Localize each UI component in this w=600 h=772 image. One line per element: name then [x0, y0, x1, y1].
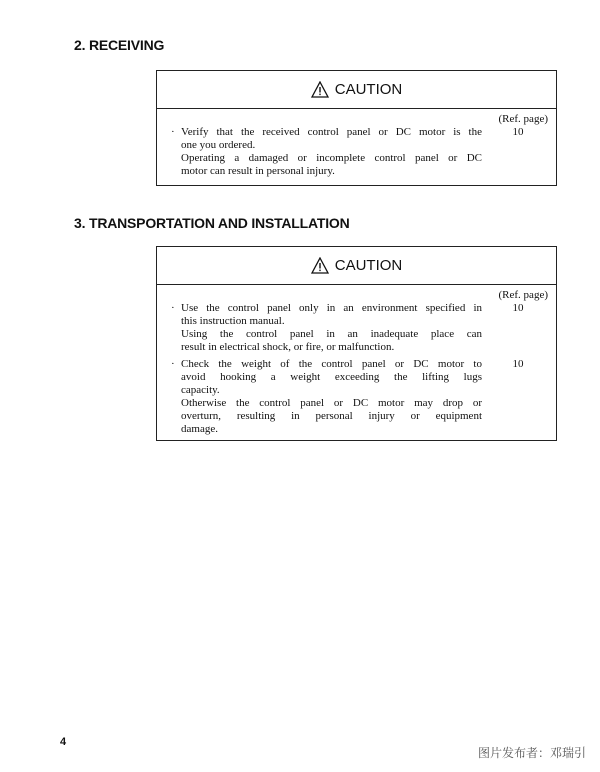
- caution-header: [157, 71, 556, 109]
- caution-box-transportation: [156, 246, 557, 441]
- caution-item: [171, 126, 548, 178]
- caution-label: CAUTION: [334, 81, 403, 98]
- section-heading-transportation: 3. TRANSPORTATION AND INSTALLATION: [74, 215, 350, 231]
- item-line: Operating a damaged or incomplete control panel or DC: [181, 152, 482, 164]
- item-line: result in electrical shock, or fire, or malfunction.: [181, 341, 395, 353]
- item-line: capacity.: [181, 384, 220, 396]
- watermark: 图片发布者：邓瑞引: [477, 746, 586, 760]
- caution-header: [157, 247, 556, 285]
- section-heading-receiving: 2. RECEIVING: [74, 37, 165, 53]
- item-line: Verify that the received control panel or DC motor is the: [181, 126, 482, 138]
- ref-page-value: 10: [512, 358, 524, 370]
- ref-page-value: 10: [512, 126, 524, 138]
- item-line: Otherwise the control panel or DC motor may drop or: [181, 397, 482, 409]
- caution-box-receiving: [156, 70, 557, 186]
- item-line: Using the control panel in an inadequate place can: [181, 328, 482, 340]
- item-line: avoid hooking a weight exceeding the lifting lugs: [181, 371, 482, 383]
- caution-item: [171, 358, 548, 436]
- item-line: Use the control panel only in an environment specified in: [181, 302, 482, 314]
- ref-page-header: (Ref. page): [498, 289, 548, 301]
- caution-item: [171, 302, 548, 354]
- page-number: 4: [60, 736, 67, 748]
- item-line: overturn, resulting in personal injury or equipment: [181, 410, 482, 422]
- caution-label: CAUTION: [334, 257, 403, 274]
- ref-page-value: 10: [512, 302, 524, 314]
- bullet-icon: ·: [171, 358, 175, 370]
- ref-page-header: (Ref. page): [498, 113, 548, 125]
- warning-triangle-icon: [311, 81, 329, 98]
- item-line: motor can result in personal injury.: [181, 165, 335, 177]
- warning-triangle-icon: [311, 257, 329, 274]
- bullet-icon: ·: [171, 302, 175, 314]
- item-line: damage.: [181, 423, 218, 435]
- bullet-icon: ·: [171, 126, 175, 138]
- item-line: this instruction manual.: [181, 315, 285, 327]
- item-line: Check the weight of the control panel or DC motor to: [181, 358, 482, 370]
- item-line: one you ordered.: [181, 139, 256, 151]
